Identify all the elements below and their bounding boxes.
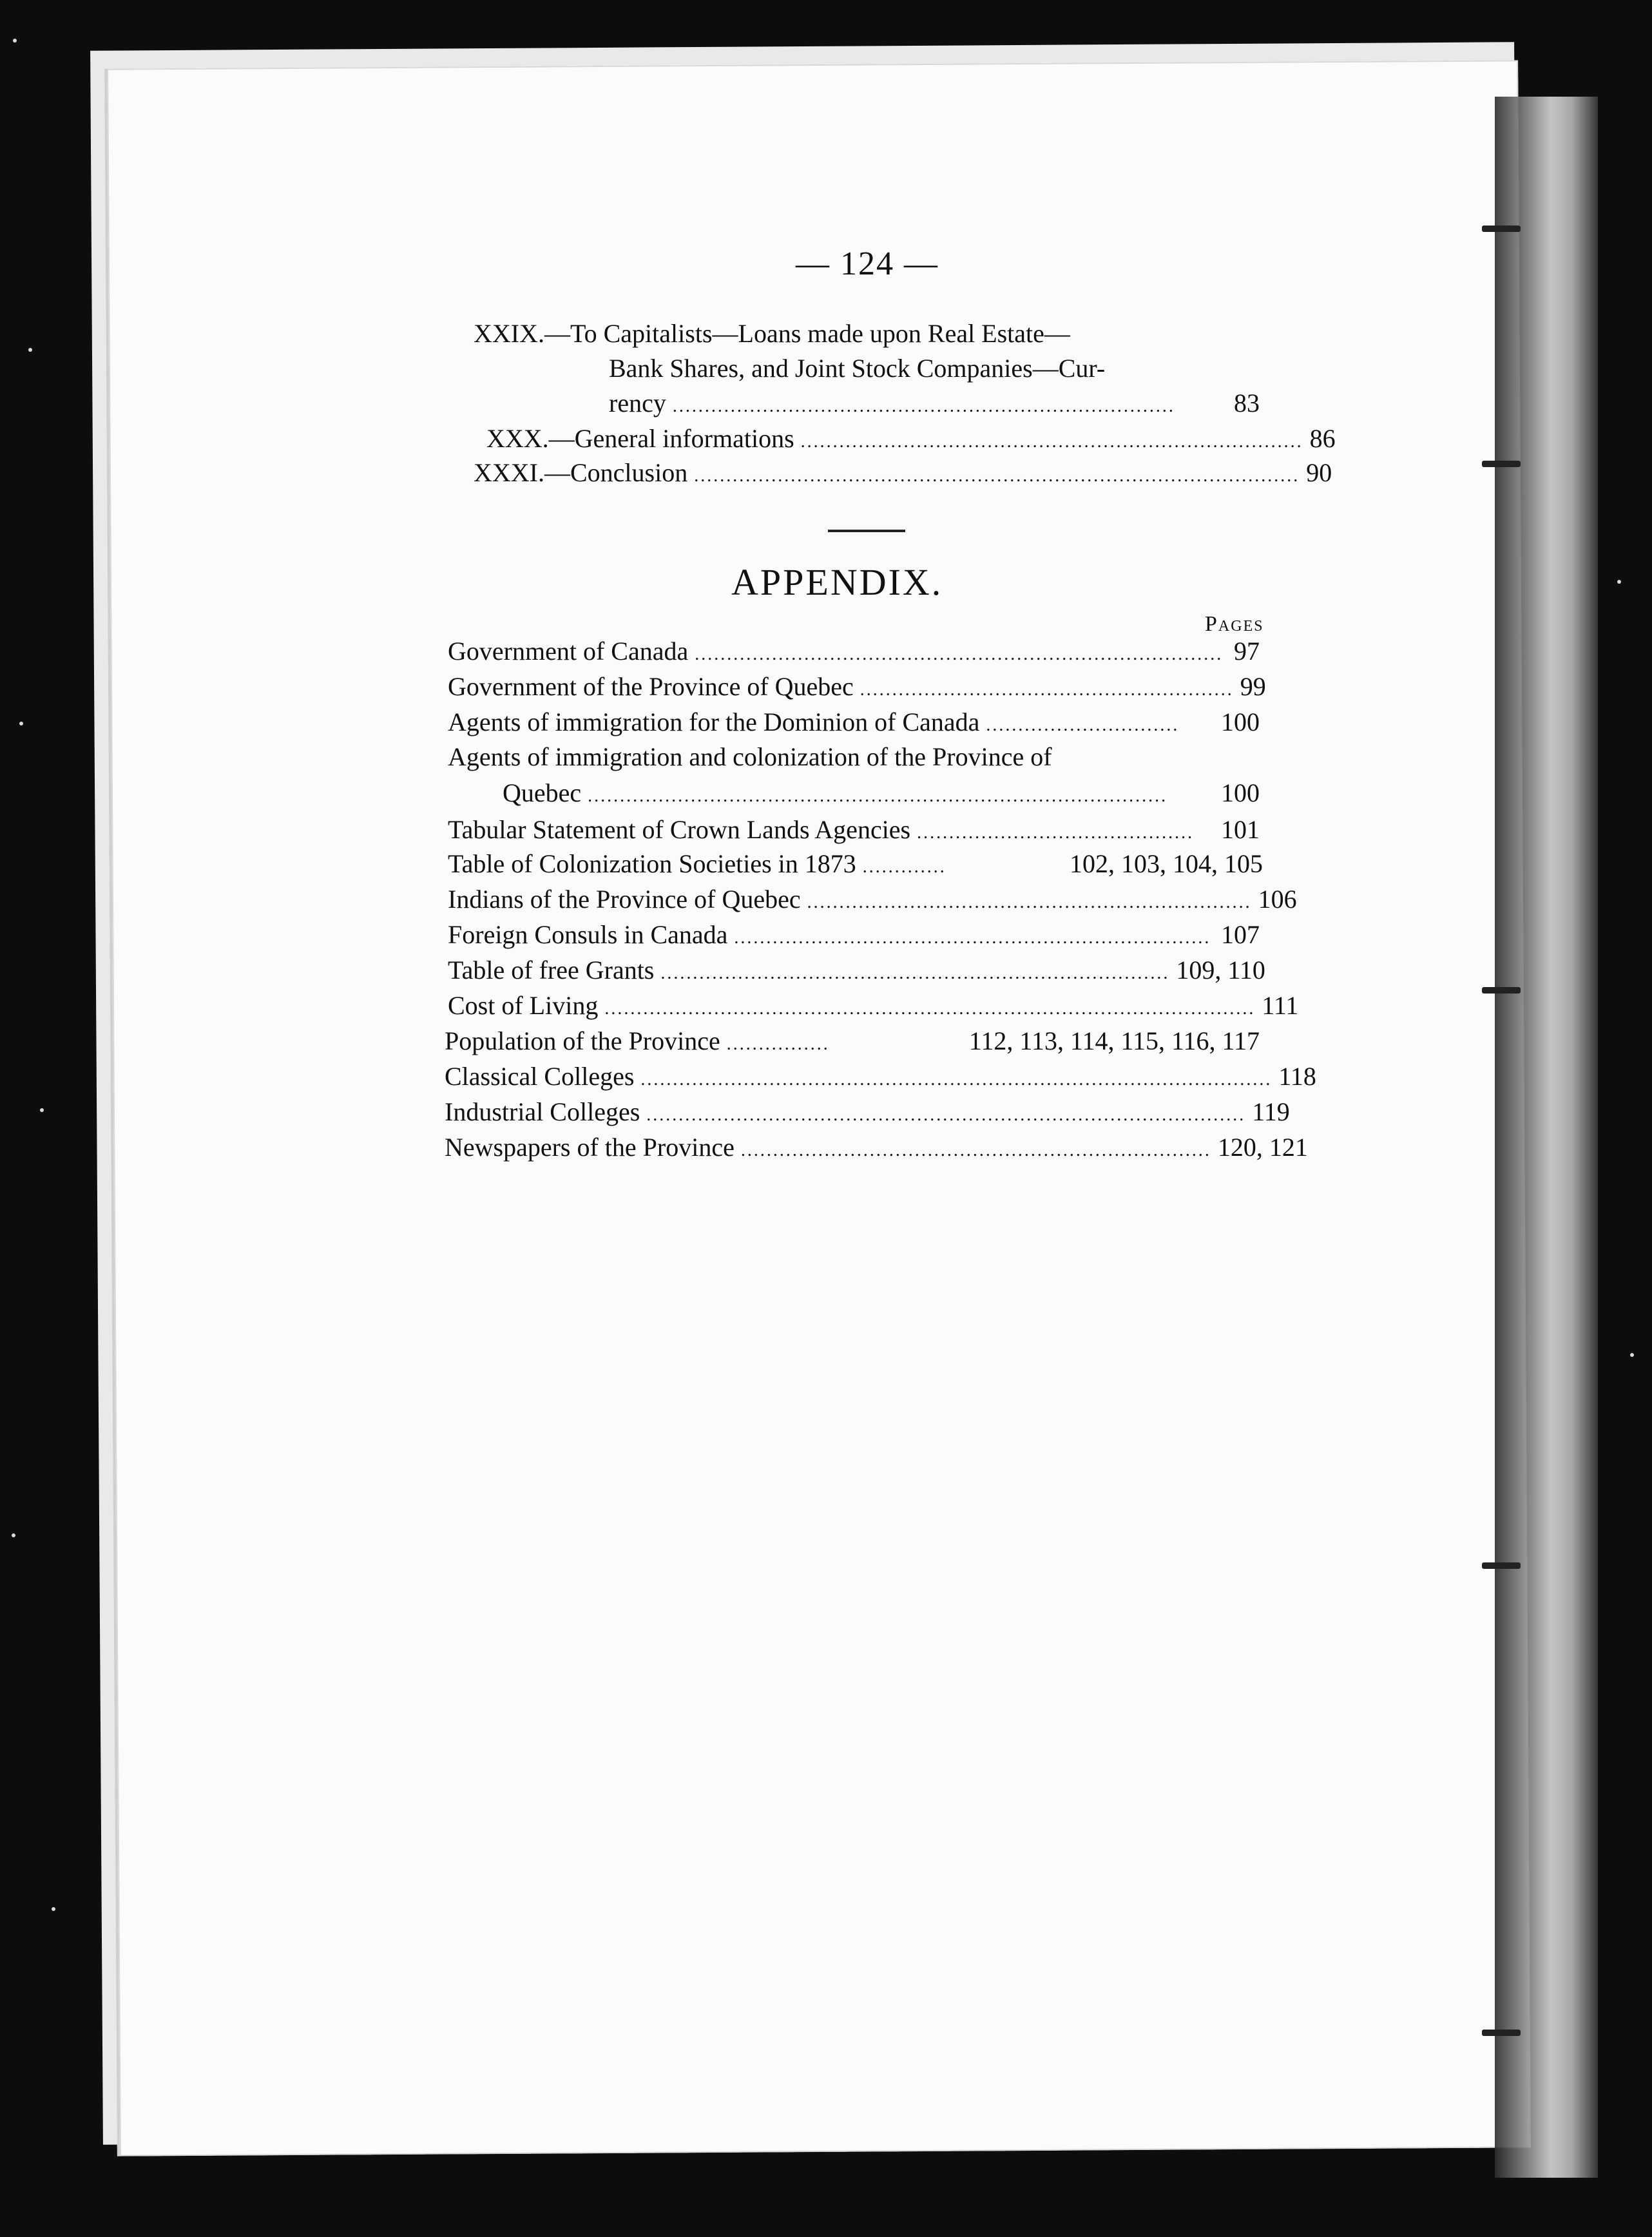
appendix-entry (448, 883, 1297, 916)
appendix-entry-label: Quebec (503, 778, 582, 807)
appendix-entry (445, 1060, 1316, 1093)
appendix-entry (448, 635, 1260, 668)
appendix-entry-label: Cost of Living (448, 991, 599, 1020)
appendix-entry-label: Industrial Colleges (445, 1097, 640, 1126)
appendix-entry (448, 706, 1260, 739)
appendix-entry (448, 989, 1299, 1022)
dot-leader: .......................................................... (860, 680, 1234, 700)
contents-entry-label: XXX.—General informations (486, 424, 794, 453)
appendix-entry-label: Agents of immigration for the Dominion of Canada (448, 707, 980, 736)
appendix-entry (448, 813, 1260, 847)
contents-entry-xxix-line1: XXIX.—To Capitalists—Loans made upon Real Estate— (474, 319, 1070, 348)
dot-leader: ......................................................................... (740, 1140, 1211, 1160)
appendix-entry (445, 1024, 1260, 1058)
appendix-entry-pages: 119 (1252, 1097, 1290, 1126)
contents-entry-xxix (609, 387, 1260, 420)
contents-entry-xxxi (474, 456, 1332, 490)
page-number: — 124 — (796, 245, 939, 282)
appendix-entry (448, 847, 1263, 881)
contents-entry-page: 86 (1309, 424, 1336, 453)
dot-leader: .............................. (986, 715, 1180, 735)
appendix-entry (448, 954, 1265, 987)
appendix-entry-label: Indians of the Province of Quebec (448, 885, 801, 914)
appendix-entry-pages: 120, 121 (1217, 1133, 1308, 1162)
appendix-entry-pages: 100 (1221, 778, 1260, 807)
appendix-entry-label: Population of the Province (445, 1026, 720, 1055)
dot-leader: .......................................................................................... (588, 786, 1168, 806)
dot-leader: .................................................................................. (695, 644, 1224, 664)
appendix-entry-label: Table of Colonization Societies in 1873 (448, 849, 856, 878)
contents-entry-page: 83 (1234, 389, 1260, 418)
appendix-entry-label-line1: Agents of immigration and colonization of the Province of (448, 742, 1052, 771)
appendix-entry-pages: 100 (1221, 707, 1260, 736)
appendix-entry (448, 670, 1266, 704)
appendix-entry-label: Tabular Statement of Crown Lands Agencies (448, 815, 911, 844)
appendix-entry-label: Foreign Consuls in Canada (448, 920, 728, 949)
appendix-entry-pages: 109, 110 (1176, 955, 1265, 984)
appendix-entry-pages: 111 (1262, 991, 1299, 1020)
dot-leader: ................ (726, 1034, 830, 1054)
appendix-entry-pages: 106 (1258, 885, 1297, 914)
dot-leader: ..................................................................................................... (604, 999, 1256, 1019)
dot-leader: .............................................................................. (800, 432, 1303, 452)
appendix-entry (445, 1131, 1308, 1164)
contents-entry-label: XXXI.—Conclusion (474, 458, 688, 487)
contents-entry-label: rency (609, 389, 666, 418)
dot-leader: ..................................................................... (807, 892, 1252, 912)
dot-leader: .......................................................................... (734, 928, 1211, 948)
appendix-entry-label: Classical Colleges (445, 1062, 635, 1091)
dot-leader: .............................................................................................. (694, 466, 1300, 486)
contents-entry-xxix-line2: Bank Shares, and Joint Stock Companies—Cur- (609, 354, 1106, 383)
dot-leader: ............................................................................... (660, 963, 1170, 983)
dot-leader: ............. (862, 857, 946, 877)
section-divider (828, 530, 905, 532)
dot-leader: .............................................................................. (672, 396, 1175, 416)
appendix-entry-pages: 107 (1221, 920, 1260, 949)
appendix-entry-label: Government of the Province of Quebec (448, 672, 854, 701)
dot-leader: ............................................................................................. (646, 1105, 1246, 1125)
appendix-entry-label: Table of free Grants (448, 955, 655, 984)
appendix-entry-pages: 118 (1278, 1062, 1316, 1091)
pages-column-label: Pages (1205, 612, 1264, 636)
appendix-entry-pages: 99 (1240, 672, 1266, 701)
appendix-entry (445, 1095, 1290, 1129)
dot-leader: ........................................... (917, 823, 1195, 843)
appendix-heading: APPENDIX. (731, 561, 943, 603)
appendix-entry-pages: 112, 113, 114, 115, 116, 117 (968, 1026, 1260, 1055)
appendix-entry (448, 918, 1260, 952)
appendix-entry-pages: 97 (1234, 637, 1260, 666)
dot-leader: .................................................................................................. (640, 1070, 1273, 1090)
contents-entry-xxx (486, 422, 1336, 456)
appendix-entry-pages: 101 (1221, 815, 1260, 844)
appendix-entry-pages: 102, 103, 104, 105 (1070, 849, 1263, 878)
appendix-entry (503, 776, 1260, 810)
appendix-entry-label: Government of Canada (448, 637, 689, 666)
contents-entry-page: 90 (1306, 458, 1332, 487)
appendix-entry-label: Newspapers of the Province (445, 1133, 735, 1162)
